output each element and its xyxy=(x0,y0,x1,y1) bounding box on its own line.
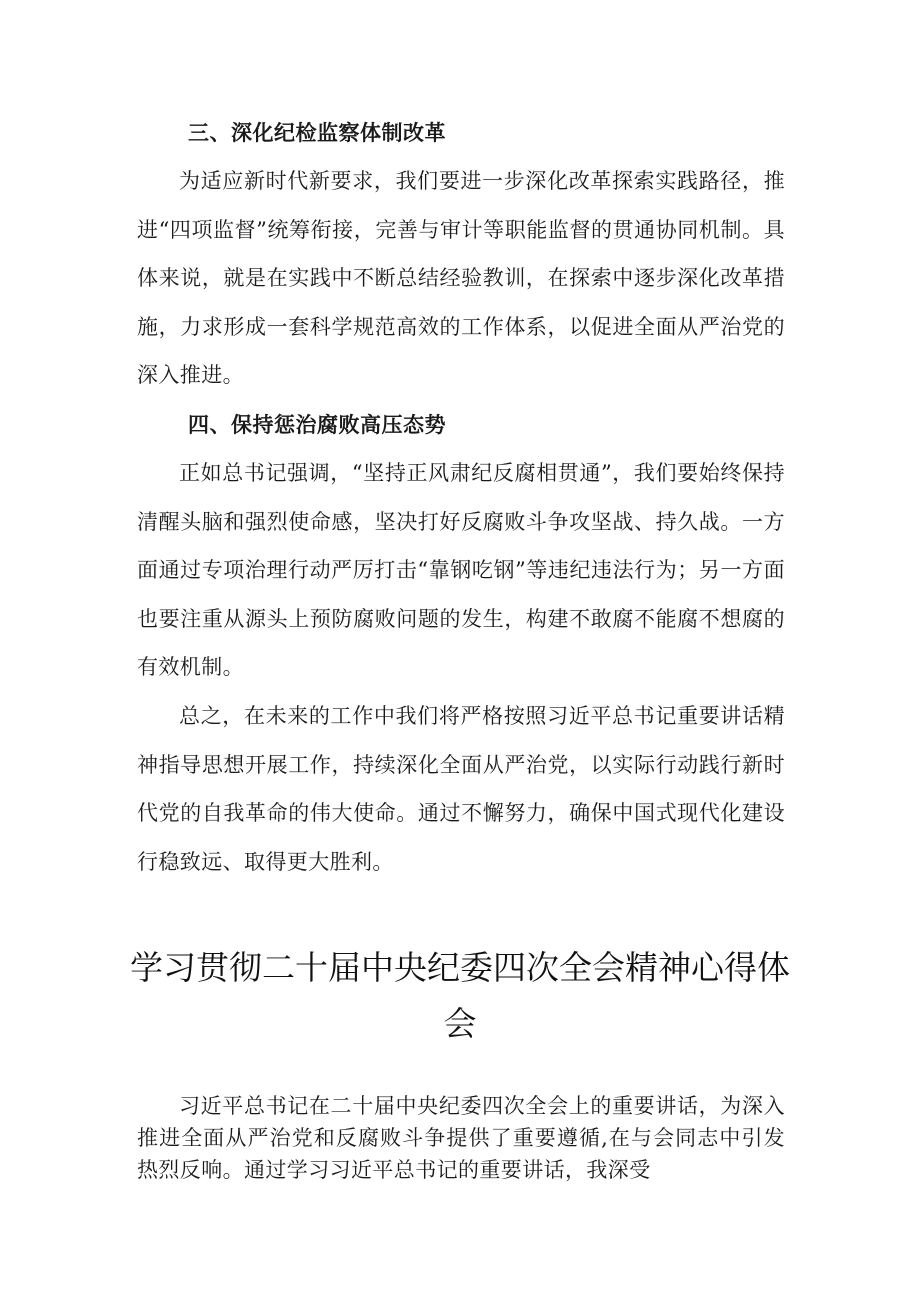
article-intro-paragraph: 习近平总书记在二十届中央纪委四次全会上的重要讲话，为深入推进全面从严治党和反腐败斗争提供了重要遵循,在与会同志中引发热烈反响。通过学习习近平总书记的重要讲话，我深受 xyxy=(137,1094,785,1182)
section-heading: 三、深化纪检监察体制改革 xyxy=(188,121,446,145)
section-paragraph: 正如总书记强调，“坚持正风肃纪反腐相贯通”，我们要始终保持清醒头脑和强烈使命感，坚决打好反腐败斗争攻坚战、持久战。一方面通过专项治理行动严厉打击“靠钢吃钢”等违纪违法行为；另一方面也要注重从源头上预防腐败问题的发生，构建不敢腐不能腐不想腐的有效机制。 xyxy=(137,461,785,679)
section-heading: 四、保持惩治腐败高压态势 xyxy=(188,413,446,437)
article-title: 学习贯彻二十届中央纪委四次全会精神心得体会 xyxy=(130,948,790,1043)
conclusion-paragraph: 总之，在未来的工作中我们将严格按照习近平总书记重要讲话精神指导思想开展工作，持续深化全面从严治党，以实际行动践行新时代党的自我革命的伟大使命。通过不懈努力，确保中国式现代化建设行稳致远、取得更大胜利。 xyxy=(137,704,785,874)
section-paragraph: 为适应新时代新要求，我们要进一步深化改革探索实践路径，推进“四项监督”统筹衔接，完善与审计等职能监督的贯通协同机制。具体来说，就是在实践中不断总结经验教训，在探索中逐步深化改革措施，力求形成一套科学规范高效的工作体系，以促进全面从严治党的深入推进。 xyxy=(137,169,785,387)
